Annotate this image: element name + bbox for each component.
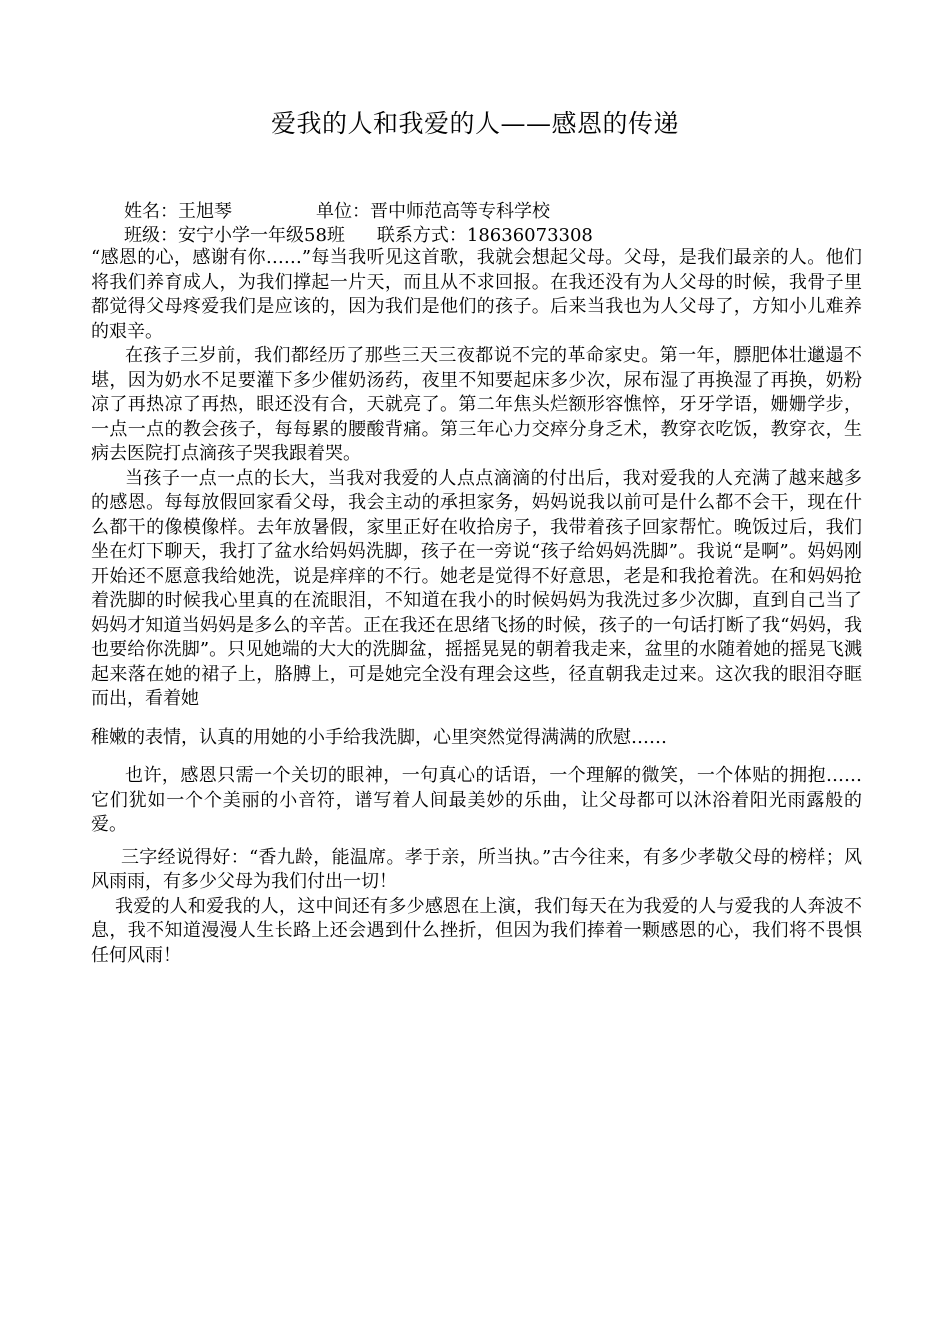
paragraph: 在孩子三岁前，我们都经历了那些三天三夜都说不完的革命家史。第一年，膘肥体壮邋遢不堪，因为奶水不足要灌下多少催奶汤药，夜里不知要起床多少次，尿布湿了再换湿了再换，奶粉凉了再热凉了再热，眼还没有合，天就亮了。第二年焦头烂额形容憔悴，牙牙学语，姗姗学步，一点一点的教会孩子，每每累的腰酸背痛。第三年心力交瘁分身乏术，教穿衣吃饭，教穿衣，生病去医院打点滴孩子哭我跟着哭。 (91, 345, 862, 464)
name-label: 姓名： (124, 201, 178, 222)
paragraph: 稚嫩的表情，认真的用她的小手给我洗脚，心里突然觉得满满的欣慰…… (91, 726, 667, 748)
class-label: 班级： (124, 225, 178, 246)
paragraph: 三字经说得好：“香九龄，能温席。孝于亲，所当执。”古今往来，有多少孝敬父母的榜样；风风雨雨，有多少父母为我们付出一切！ (91, 846, 862, 892)
class-info-line (124, 224, 593, 248)
contact-label: 联系方式： (376, 225, 467, 246)
paragraph: “感恩的心，感谢有你……”每当我听见这首歌，我就会想起父母。父母，是我们最亲的人。他们将我们养育成人，为我们撑起一片天，而且从不求回报。在我还没有为人父母的时候，我骨子里都觉得父母疼爱我们是应该的，因为我们是他们的孩子。后来当我也为人父母了，方知小儿难养的艰辛。 (91, 247, 862, 342)
unit-label: 单位： (316, 201, 370, 222)
article-body (91, 246, 862, 968)
author-info-line (124, 200, 550, 224)
paragraph: 我爱的人和爱我的人，这中间还有多少感恩在上演，我们每天在为我爱的人与爱我的人奔波不息，我不知道漫漫人生长路上还会遇到什么挫折，但因为我们捧着一颗感恩的心，我们将不畏惧任何风雨！ (91, 895, 862, 966)
document-title: 爱我的人和我爱的人——感恩的传递 (270, 109, 679, 138)
author-class: 安宁小学一年级58班 (178, 225, 345, 246)
paragraph: 也许，感恩只需一个关切的眼神，一句真心的话语，一个理解的微笑，一个体贴的拥抱……它们犹如一个个美丽的小音符，谱写着人间最美妙的乐曲，让父母都可以沐浴着阳光雨露般的爱。 (91, 765, 862, 835)
author-unit: 晋中师范高等专科学校 (370, 201, 550, 222)
paragraph: 当孩子一点一点的长大，当我对我爱的人点点滴滴的付出后，我对爱我的人充满了越来越多的感恩。每每放假回家看父母，我会主动的承担家务，妈妈说我以前可是什么都不会干，现在什么都干的像模像样。去年放暑假，家里正好在收拾房子，我带着孩子回家帮忙。晚饭过后，我们坐在灯下聊天，我打了盆水给妈妈洗脚，孩子在一旁说“孩子给妈妈洗脚”。我说“是啊”。妈妈刚开始还不愿意我给她洗，说是痒痒的不行。她老是觉得不好意思，老是和我抢着洗。在和妈妈抢着洗脚的时候我心里真的在流眼泪，不知道在我小的时候妈妈为我洗过多少次脚，直到自己当了妈妈才知道当妈妈是多么的辛苦。正在我还在思绪飞扬的时候，孩子的一句话打断了我“妈妈，我也要给你洗脚”。只见她端的大大的洗脚盆，摇摇晃晃的朝着我走来，盆里的水随着她的摇晃飞溅起来落在她的裙子上，胳膊上，可是她完全没有理会这些，径直朝我走过来。这次我的眼泪夺眶而出，看着她 (91, 467, 862, 709)
author-name: 王旭琴 (178, 201, 232, 222)
author-contact: 18636073308 (466, 225, 593, 246)
